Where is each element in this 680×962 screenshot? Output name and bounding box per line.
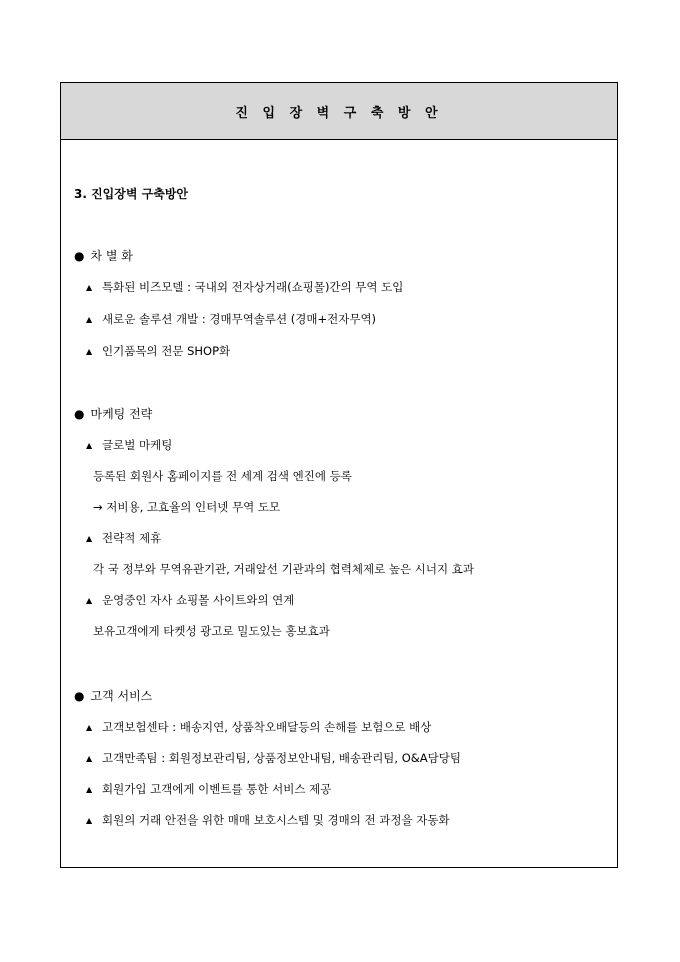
triangle-bullet-icon: ▲: [86, 534, 93, 543]
triangle-bullet-icon: ▲: [86, 347, 93, 356]
list-detail: 보유고객에게 타켓성 광고로 밀도있는 홍보효과: [93, 624, 330, 638]
document-frame: [60, 82, 618, 868]
list-detail: 각 국 정부와 무역유관기관, 거래알선 기관과의 협력체제로 높은 시너지 효과: [93, 562, 474, 576]
group-heading-label: 고객 서비스: [90, 689, 153, 703]
triangle-bullet-icon: ▲: [86, 596, 93, 605]
header-bar: [61, 83, 617, 140]
filled-circle-icon: ●: [74, 689, 85, 703]
list-item: ▲ 운영중인 자사 쇼핑몰 사이트와의 연계: [86, 593, 295, 607]
list-item: ▲ 새로운 솔루션 개발 : 경매무역솔루션 (경매+전자무역): [86, 312, 377, 326]
group-heading-differentiation: [74, 247, 133, 264]
list-item: ▲ 고객보험센타 : 배송지연, 상품착오배달등의 손해를 보험으로 배상: [86, 720, 432, 734]
section-title: 3. 진입장벽 구축방안: [74, 187, 189, 201]
triangle-bullet-icon: ▲: [86, 785, 93, 794]
group-heading-label: 마케팅 전략: [90, 407, 153, 421]
list-item: ▲ 인기품목의 전문 SHOP화: [86, 344, 231, 358]
triangle-bullet-icon: ▲: [86, 441, 93, 450]
list-item: ▲ 회원의 거래 안전을 위한 매매 보호시스템 및 경매의 전 과정을 자동화: [86, 813, 450, 827]
filled-circle-icon: ●: [74, 407, 85, 421]
triangle-bullet-icon: ▲: [86, 723, 93, 732]
list-item: ▲ 전략적 제휴: [86, 531, 162, 545]
triangle-bullet-icon: ▲: [86, 283, 93, 292]
triangle-bullet-icon: ▲: [86, 816, 93, 825]
group-heading-customer-service: [74, 687, 152, 704]
list-item: ▲ 고객만족팀 : 회원정보관리팀, 상품정보안내팀, 배송관리팀, O&A담당팀: [86, 751, 461, 765]
page-title: 진 입 장 벽 구 축 방 안: [235, 105, 443, 121]
triangle-bullet-icon: ▲: [86, 315, 93, 324]
list-item: ▲ 특화된 비즈모델 : 국내외 전자상거래(쇼핑몰)간의 무역 도입: [86, 280, 404, 294]
filled-circle-icon: ●: [74, 249, 85, 263]
list-item: ▲ 회원가입 고객에게 이벤트를 통한 서비스 제공: [86, 782, 332, 796]
list-detail: → 저비용, 고효율의 인터넷 무역 도모: [93, 500, 281, 514]
triangle-bullet-icon: ▲: [86, 754, 93, 763]
list-detail: 등록된 회원사 홈페이지를 전 세계 검색 엔진에 등록: [93, 469, 352, 483]
group-heading-marketing: [74, 405, 152, 422]
list-item: ▲ 글로벌 마케팅: [86, 438, 173, 452]
group-heading-label: 차 별 화: [90, 249, 133, 263]
